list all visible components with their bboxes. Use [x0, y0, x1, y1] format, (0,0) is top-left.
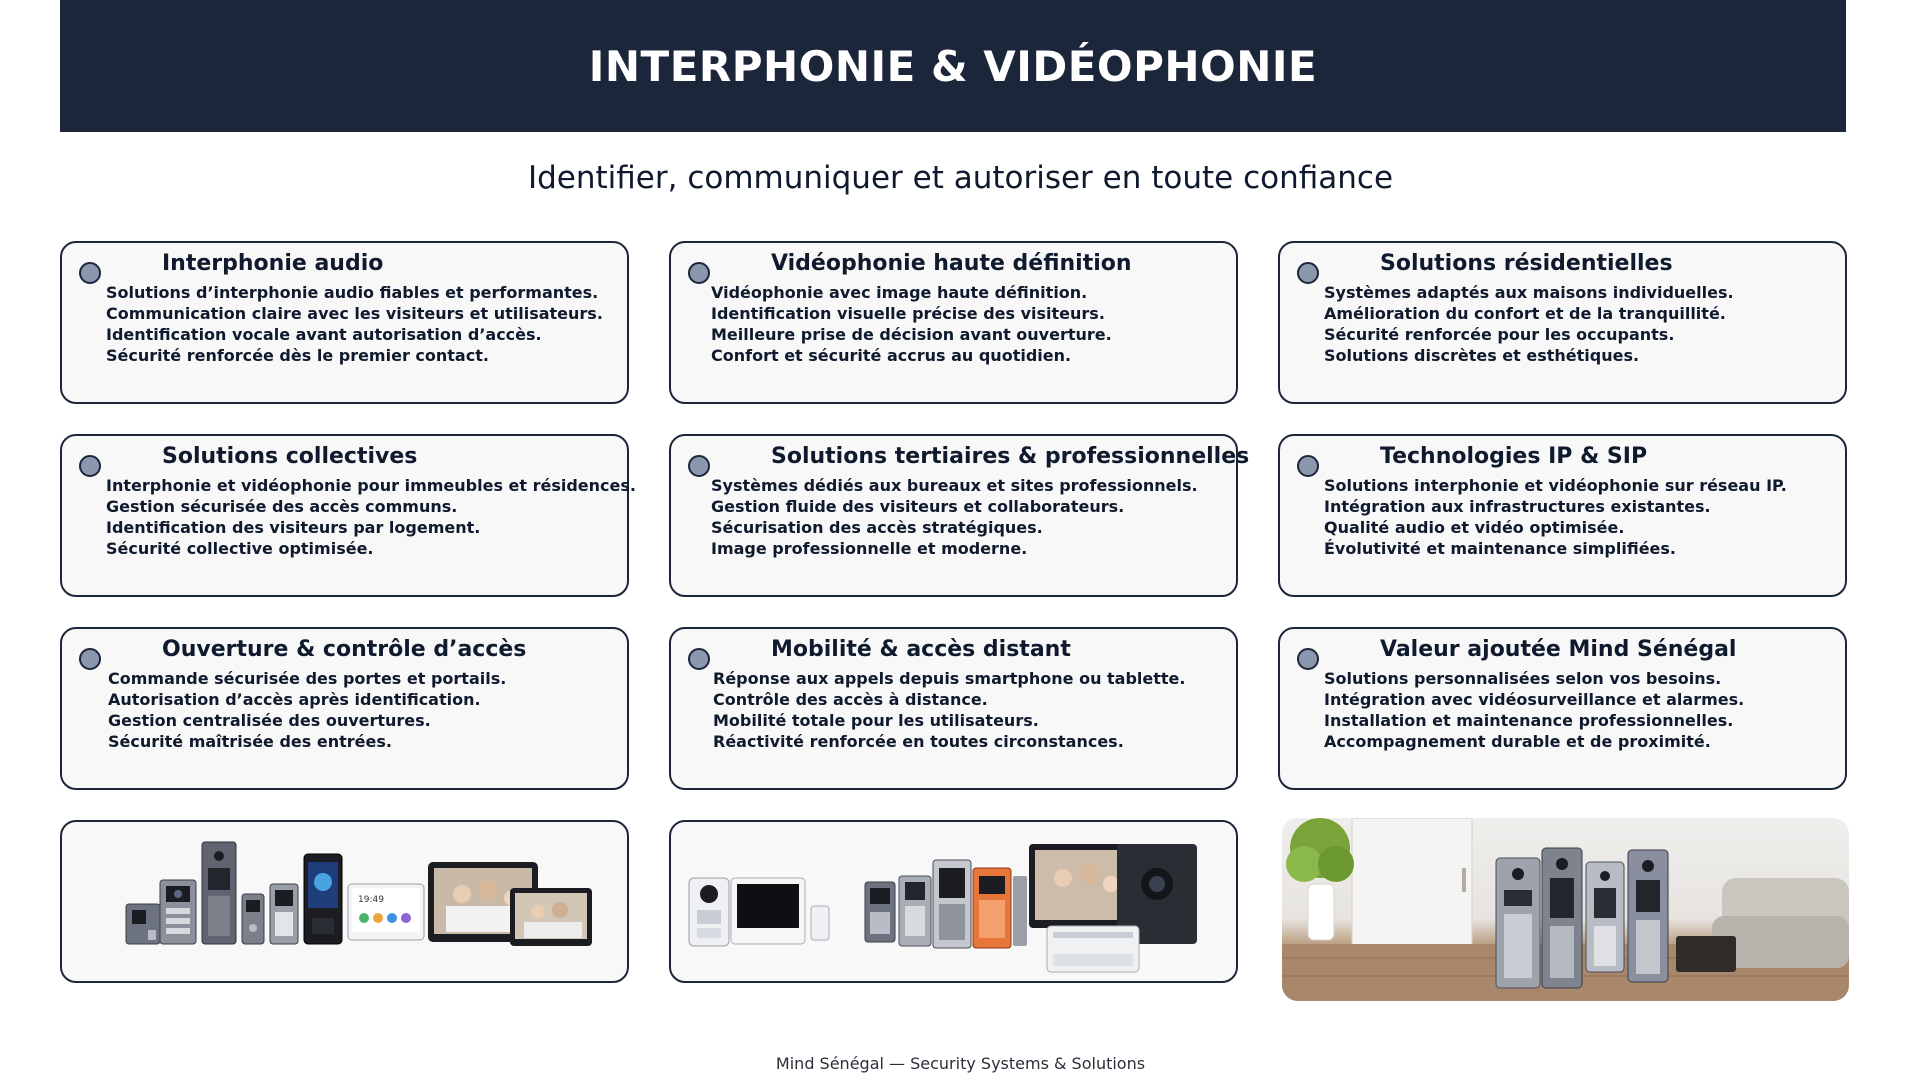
bullet-icon	[1297, 648, 1319, 670]
bullet-icon	[1297, 455, 1319, 477]
card-line: Amélioration du confort et de la tranquillité.	[1324, 304, 1726, 323]
card-ouverture-controle-acces	[60, 627, 629, 790]
page-footer: Mind Sénégal — Security Systems & Solutions	[775, 1054, 1146, 1073]
bullet-icon	[688, 262, 710, 284]
card-line: Sécurité renforcée pour les occupants.	[1324, 325, 1675, 344]
card-line: Évolutivité et maintenance simplifiées.	[1324, 539, 1677, 558]
card-line: Vidéophonie avec image haute définition.	[711, 283, 1088, 302]
card-line: Contrôle des accès à distance.	[713, 690, 988, 709]
card-line: Solutions personnalisées selon vos besoins.	[1324, 669, 1722, 688]
card-line: Accompagnement durable et de proximité.	[1324, 732, 1711, 751]
card-line: Identification visuelle précise des visiteurs.	[711, 304, 1105, 323]
intercom-products-illustration	[62, 822, 629, 983]
card-line: Sécurité maîtrisée des entrées.	[108, 732, 392, 751]
card-solutions-collectives	[60, 434, 636, 597]
card-line: Gestion centralisée des ouvertures.	[108, 711, 431, 730]
card-title: Vidéophonie haute définition	[771, 251, 1132, 276]
card-line: Identification des visiteurs par logement.	[106, 518, 481, 537]
videophone-kits-illustration	[671, 822, 1238, 983]
card-line: Mobilité totale pour les utilisateurs.	[713, 711, 1039, 730]
card-line: Systèmes dédiés aux bureaux et sites professionnels.	[711, 476, 1198, 495]
card-line: Commande sécurisée des portes et portails.	[108, 669, 507, 688]
card-title: Interphonie audio	[162, 251, 384, 276]
card-line: Confort et sécurité accrus au quotidien.	[711, 346, 1072, 365]
monitor-time: 19:49	[358, 895, 384, 905]
card-line: Intégration aux infrastructures existantes.	[1324, 497, 1711, 516]
bullet-icon	[79, 262, 101, 284]
card-videophonie-hd	[669, 241, 1238, 404]
card-interphonie-audio	[60, 241, 629, 404]
card-title: Solutions collectives	[162, 444, 418, 469]
card-line: Solutions discrètes et esthétiques.	[1324, 346, 1640, 365]
bullet-icon	[79, 455, 101, 477]
card-line: Systèmes adaptés aux maisons individuelles.	[1324, 283, 1734, 302]
card-line: Sécurité renforcée dès le premier contact.	[106, 346, 489, 365]
card-line: Gestion fluide des visiteurs et collaborateurs.	[711, 497, 1125, 516]
residential-entrance-photo	[1282, 818, 1849, 1001]
card-line: Image professionnelle et moderne.	[711, 539, 1028, 558]
card-technologies-ip-sip	[1278, 434, 1847, 597]
card-line: Réactivité renforcée en toutes circonstances.	[713, 732, 1124, 751]
products-image-card-1	[60, 820, 629, 983]
card-line: Sécurité collective optimisée.	[106, 539, 374, 558]
card-line: Autorisation d’accès après identification.	[108, 690, 481, 709]
card-line: Solutions d’interphonie audio fiables et performantes.	[106, 283, 599, 302]
card-valeur-ajoutee	[1278, 627, 1847, 790]
page-title: INTERPHONIE & VIDÉOPHONIE	[588, 41, 1318, 91]
card-title: Solutions résidentielles	[1380, 251, 1673, 276]
card-solutions-residentielles	[1278, 241, 1847, 404]
card-line: Intégration avec vidéosurveillance et alarmes.	[1324, 690, 1745, 709]
card-line: Identification vocale avant autorisation d’accès.	[106, 325, 542, 344]
card-line: Installation et maintenance professionnelles.	[1324, 711, 1734, 730]
bullet-icon	[688, 455, 710, 477]
card-line: Réponse aux appels depuis smartphone ou tablette.	[713, 669, 1186, 688]
card-title: Technologies IP & SIP	[1380, 444, 1648, 469]
card-line: Communication claire avec les visiteurs et utilisateurs.	[106, 304, 603, 323]
page-subtitle: Identifier, communiquer et autoriser en toute confiance	[527, 160, 1394, 196]
bullet-icon	[79, 648, 101, 670]
card-line: Interphonie et vidéophonie pour immeubles et résidences.	[106, 476, 636, 495]
products-image-card-2	[669, 820, 1238, 983]
card-mobilite-acces-distant	[669, 627, 1238, 790]
card-line: Solutions interphonie et vidéophonie sur réseau IP.	[1324, 476, 1787, 495]
card-line: Gestion sécurisée des accès communs.	[106, 497, 458, 516]
card-line: Sécurisation des accès stratégiques.	[711, 518, 1043, 537]
card-solutions-tertiaires	[669, 434, 1250, 597]
page-header	[60, 0, 1846, 132]
card-line: Meilleure prise de décision avant ouverture.	[711, 325, 1112, 344]
entrance-scene-illustration	[1282, 818, 1849, 1001]
card-title: Solutions tertiaires & professionnelles	[771, 444, 1250, 469]
card-title: Valeur ajoutée Mind Sénégal	[1380, 637, 1737, 662]
bullet-icon	[1297, 262, 1319, 284]
card-line: Qualité audio et vidéo optimisée.	[1324, 518, 1625, 537]
bullet-icon	[688, 648, 710, 670]
card-title: Mobilité & accès distant	[771, 637, 1071, 662]
card-title: Ouverture & contrôle d’accès	[162, 637, 527, 662]
